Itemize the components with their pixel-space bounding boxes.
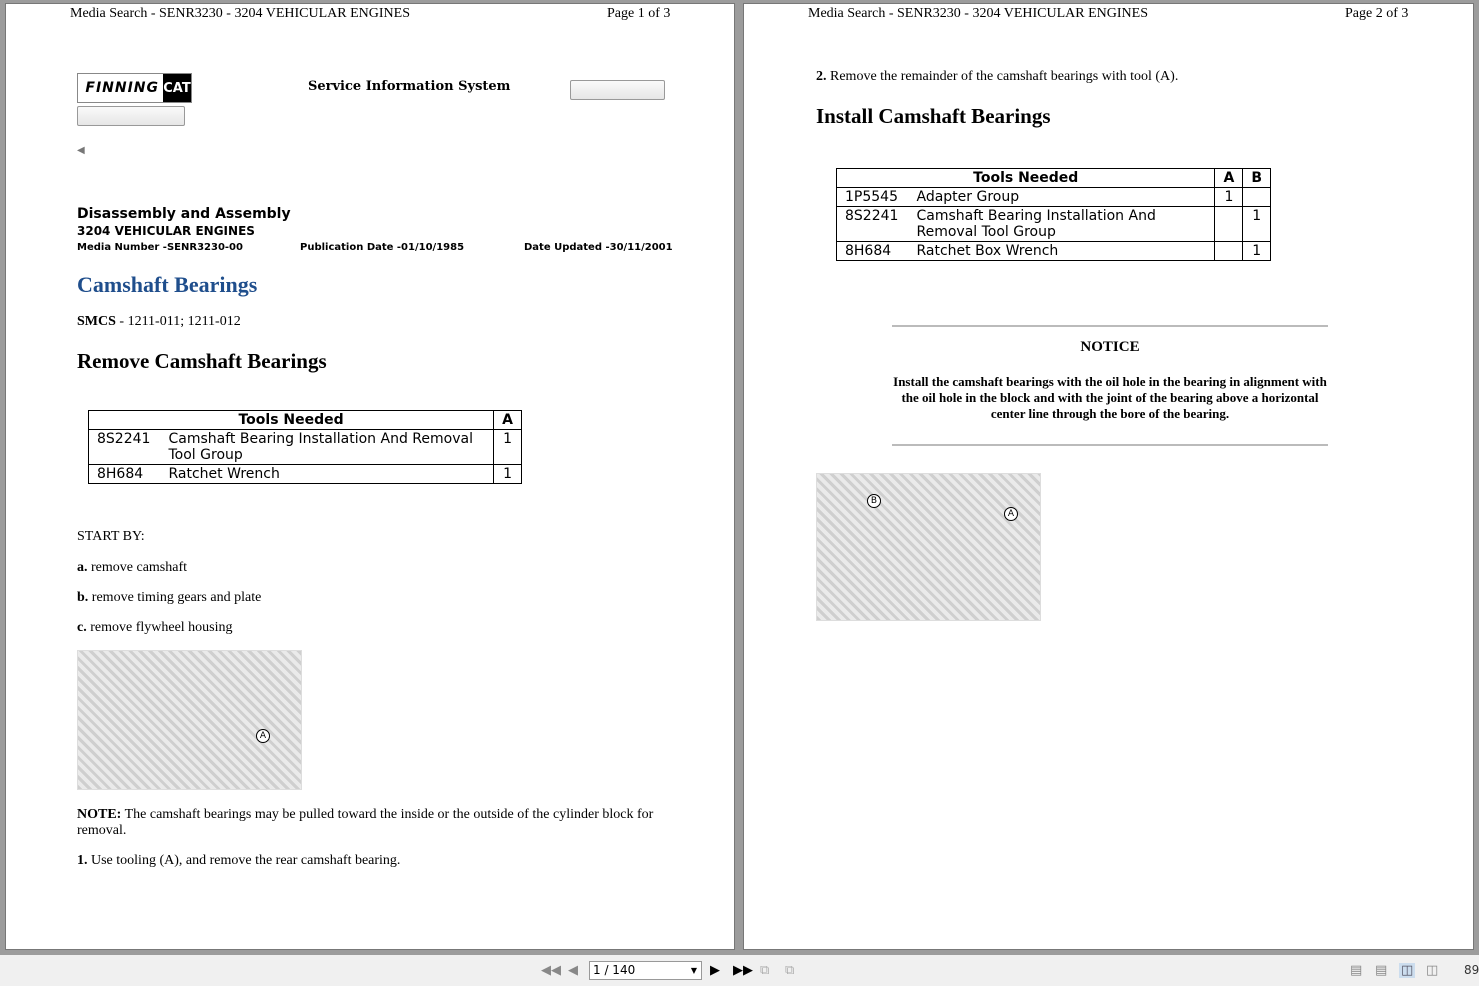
step-2	[816, 69, 1178, 85]
step-text: Use tooling (A), and remove the rear camshaft bearing.	[87, 853, 401, 868]
part-number: 8S2241	[837, 207, 909, 242]
step-b	[77, 590, 261, 606]
part-desc: Ratchet Box Wrench	[909, 242, 1215, 261]
prev-page-icon[interactable]: ◀	[568, 963, 578, 978]
logo-cat: CAT	[163, 74, 191, 102]
step-key: a.	[77, 560, 88, 575]
pdf-toolbar	[0, 955, 1479, 986]
single-page-icon[interactable]: ▤	[1350, 963, 1363, 978]
page-header: Media Search - SENR3230 - 3204 VEHICULAR ENGINES	[808, 6, 1148, 21]
part-number: 1P5545	[837, 188, 909, 207]
note	[77, 807, 667, 839]
qty-b: 1	[1243, 207, 1271, 242]
finning-cat-logo	[77, 73, 192, 103]
media-number: Media Number -SENR3230-00	[77, 242, 243, 253]
callout-a: A	[1004, 507, 1018, 521]
back-arrow-icon[interactable]: ◀	[77, 145, 85, 156]
part-desc: Adapter Group	[909, 188, 1215, 207]
col-a: A	[1215, 169, 1243, 188]
chevron-down-icon: ▼	[690, 966, 697, 975]
table-row	[89, 465, 522, 484]
part-desc: Camshaft Bearing Installation And Removal Tool Group	[161, 430, 494, 465]
page-title: Camshaft Bearings	[77, 272, 258, 297]
qty-a	[1215, 242, 1243, 261]
next-page-icon[interactable]: ▶	[710, 963, 720, 978]
qty-a	[1215, 207, 1243, 242]
part-desc: Camshaft Bearing Installation And Removal Tool Group	[909, 207, 1215, 242]
table-header: Tools Needed	[837, 169, 1215, 188]
previous-view-icon[interactable]: ⧉	[760, 963, 770, 978]
step-c	[77, 620, 233, 636]
part-number: 8S2241	[89, 430, 161, 465]
first-page-icon[interactable]: ◀◀	[541, 963, 561, 978]
next-view-icon[interactable]: ⧉	[785, 963, 795, 978]
step-text: Remove the remainder of the camshaft bearings with tool (A).	[826, 69, 1179, 84]
section-heading: Remove Camshaft Bearings	[77, 349, 327, 373]
table-row	[837, 207, 1271, 242]
start-by: START BY:	[77, 529, 145, 544]
date-updated: Date Updated -30/11/2001	[524, 242, 673, 253]
step-text: remove camshaft	[87, 560, 188, 575]
qty-a: 1	[494, 465, 522, 484]
step-1	[77, 853, 400, 869]
two-page-continuous-icon[interactable]: ◫	[1426, 963, 1439, 978]
step-key: 2.	[816, 69, 827, 84]
callout-a: A	[256, 729, 270, 743]
last-page-icon[interactable]: ▶▶	[733, 963, 753, 978]
notice-title: NOTICE	[1080, 339, 1140, 355]
tools-table	[88, 410, 522, 484]
smcs-value: - 1211-011; 1211-012	[115, 314, 241, 329]
part-number: 8H684	[89, 465, 161, 484]
qty-a: 1	[494, 430, 522, 465]
notice-box	[892, 325, 1328, 446]
table-header: Tools Needed	[89, 411, 494, 430]
engine: 3204 VEHICULAR ENGINES	[77, 224, 255, 238]
page-number: Page 2 of 3	[1345, 6, 1409, 21]
notice-text: Install the camshaft bearings with the oil hole in the bearing in alignment with the oil hole in the block and with the joint of the bearing above a horizontal center line through the bore of the bearing.	[893, 374, 1327, 421]
note-label: NOTE:	[77, 807, 122, 822]
page-header: Media Search - SENR3230 - 3204 VEHICULAR ENGINES	[70, 6, 410, 21]
step-text: remove flywheel housing	[86, 620, 233, 635]
engine-photo	[77, 650, 302, 790]
step-text: remove timing gears and plate	[88, 590, 262, 605]
col-b: B	[1243, 169, 1271, 188]
callout-b: B	[867, 494, 881, 508]
header-field-2[interactable]	[77, 106, 185, 126]
table-row	[89, 430, 522, 465]
col-a: A	[494, 411, 522, 430]
qty-b: 1	[1243, 242, 1271, 261]
sis-title: Service Information System	[308, 79, 511, 94]
header-field[interactable]	[570, 80, 665, 100]
doc-type: Disassembly and Assembly	[77, 206, 291, 222]
note-text: The camshaft bearings may be pulled toward the inside or the outside of the cylinder block for removal.	[77, 807, 654, 838]
zoom-value[interactable]: 89	[1464, 963, 1479, 977]
publication-date: Publication Date -01/10/1985	[300, 242, 465, 253]
qty-b	[1243, 188, 1271, 207]
two-page-icon[interactable]: ◫	[1401, 963, 1414, 978]
step-a	[77, 560, 187, 576]
pdf-page-2	[743, 3, 1474, 950]
page-selector[interactable]	[589, 961, 702, 980]
logo-text: FINNING	[85, 80, 159, 96]
smcs-label: SMCS	[77, 314, 116, 329]
table-row	[837, 188, 1271, 207]
section-heading: Install Camshaft Bearings	[816, 104, 1051, 128]
step-key: 1.	[77, 853, 88, 868]
smcs	[77, 314, 241, 330]
continuous-icon[interactable]: ▤	[1375, 963, 1388, 978]
step-key: b.	[77, 590, 89, 605]
page-number: Page 1 of 3	[607, 6, 671, 21]
part-desc: Ratchet Wrench	[161, 465, 494, 484]
page-value: 1 / 140	[593, 963, 636, 977]
pdf-page-1	[5, 3, 735, 950]
qty-a: 1	[1215, 188, 1243, 207]
tools-table	[836, 168, 1271, 261]
engine-photo	[816, 473, 1041, 621]
table-row	[837, 242, 1271, 261]
part-number: 8H684	[837, 242, 909, 261]
step-key: c.	[77, 620, 87, 635]
